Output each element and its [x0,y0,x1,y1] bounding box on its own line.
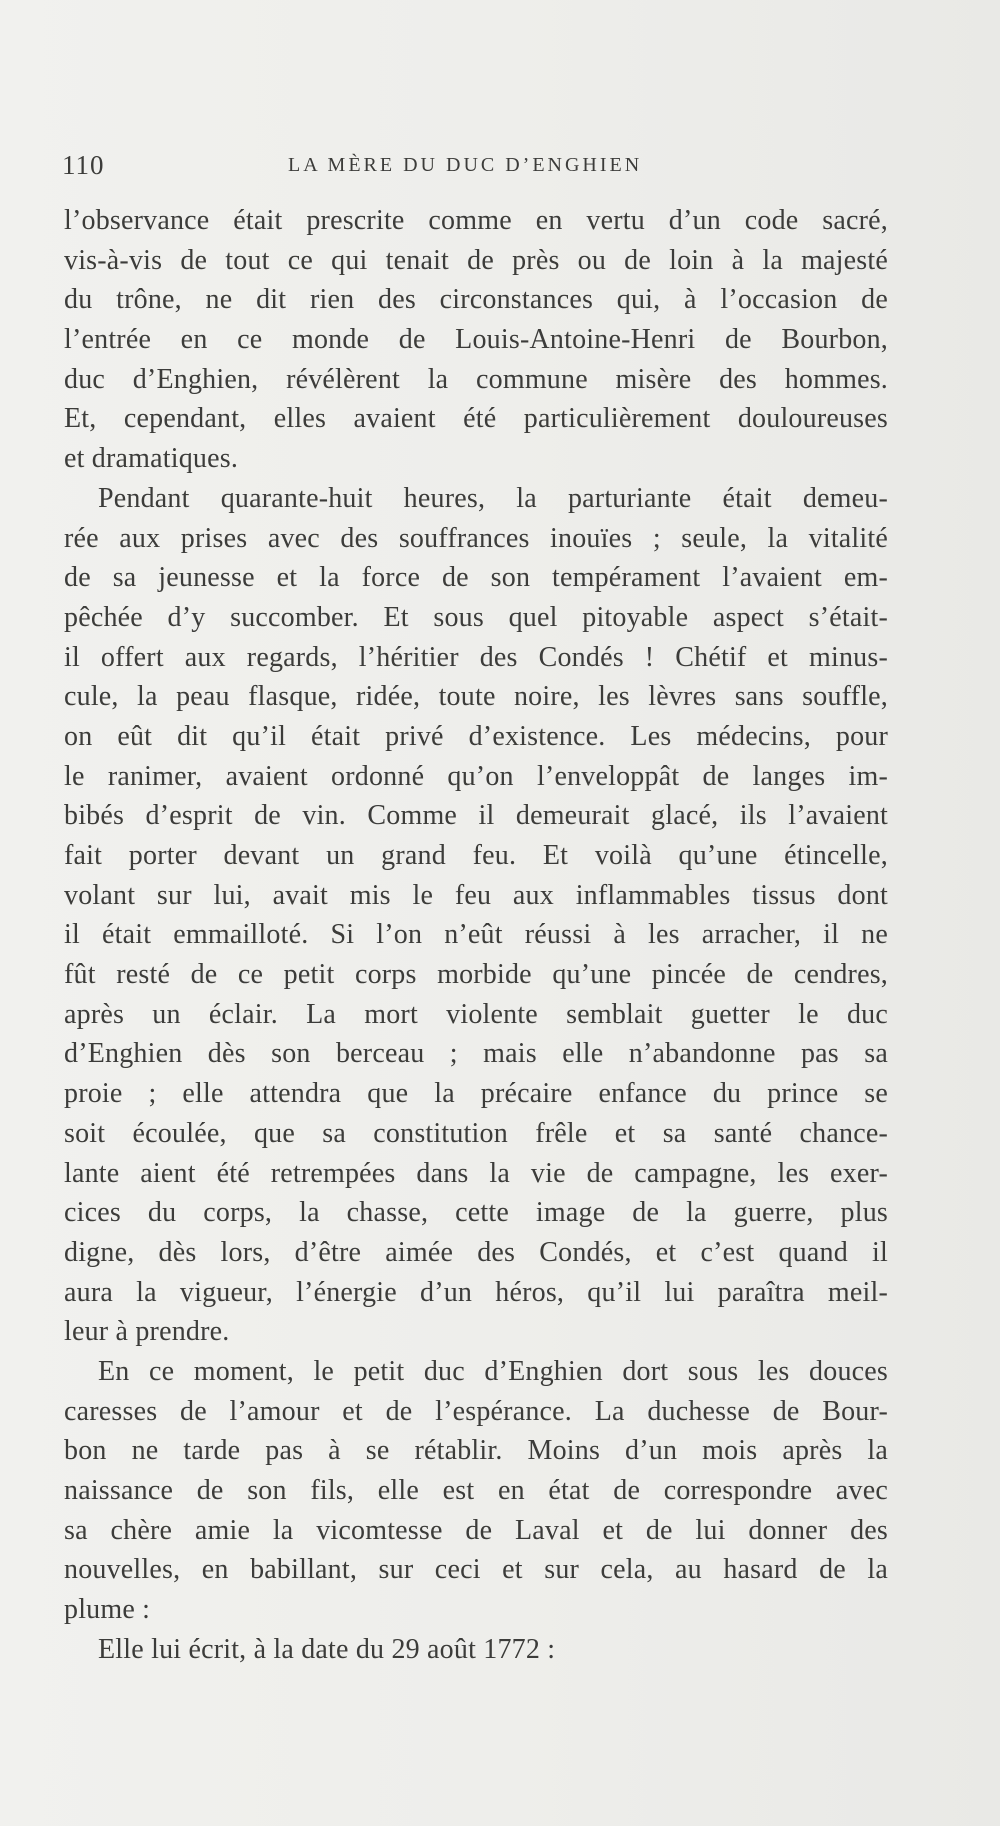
text-line: volant sur lui, avait mis le feu aux inflammables tissus dont [64,879,888,911]
text-line: pêchée d’y succomber. Et sous quel pitoyable aspect s’était- [64,601,888,633]
text-line: Et, cependant, elles avaient été particulièrement douloureuses [64,403,888,435]
text-line: de sa jeunesse et la force de son tempérament l’avaient em- [64,562,888,594]
text-line: et dramatiques. [64,443,239,475]
text-line: l’observance était prescrite comme en vertu d’un code sacré, [64,205,888,236]
text-line: cices du corps, la chasse, cette image de la guerre, plus [64,1197,888,1229]
text-line: il était emmailloté. Si l’on n’eût réussi à les arracher, il ne [64,919,888,951]
text-line: cule, la peau flasque, ridée, toute noire, les lèvres sans souffle, [64,681,888,713]
text-line: proie ; elle attendra que la précaire enfance du prince se [64,1078,888,1110]
text-line: fait porter devant un grand feu. Et voilà qu’une étincelle, [64,840,888,871]
text-line: digne, dès lors, d’être aimée des Condés, et c’est quand il [64,1236,888,1268]
text-line: fût resté de ce petit corps morbide qu’une pincée de cendres, [64,959,888,991]
text-line: caresses de l’amour et de l’espérance. La duchesse de Bour- [64,1395,888,1427]
text-line: on eût dit qu’il était privé d’existence. Les médecins, pour [64,720,888,752]
running-head [62,150,898,186]
text-line: duc d’Enghien, révélèrent la commune misère des hommes. [64,363,888,395]
body-text [64,201,888,1669]
page-number: 110 [62,150,105,180]
text-line: aura la vigueur, l’énergie d’un héros, qu’il lui paraîtra meil- [64,1276,888,1308]
text-line: Pendant quarante-huit heures, la parturiante était demeu- [98,482,888,514]
text-line: bon ne tarde pas à se rétablir. Moins d’un mois après la [64,1435,888,1467]
text-line: sa chère amie la vicomtesse de Laval et de lui donner des [64,1514,888,1546]
text-line: Elle lui écrit, à la date du 29 août 1772 : [98,1633,556,1665]
text-line: du trône, ne dit rien des circonstances qui, à l’occasion de [64,284,888,316]
running-title: LA MÈRE DU DUC D’ENGHIEN [288,154,643,176]
text-line: rée aux prises avec des souffrances inouïes ; seule, la vitalité [64,522,888,554]
text-line: En ce moment, le petit duc d’Enghien dort sous les douces [98,1355,888,1387]
text-line: leur à prendre. [64,1316,230,1348]
text-line: il offert aux regards, l’héritier des Condés ! Chétif et minus- [64,641,888,673]
text-line: d’Enghien dès son berceau ; mais elle n’abandonne pas sa [64,1038,888,1070]
text-line: nouvelles, en babillant, sur ceci et sur cela, au hasard de la [64,1554,888,1586]
text-line: soit écoulée, que sa constitution frêle et sa santé chance- [64,1117,888,1149]
text-line: lante aient été retrempées dans la vie de campagne, les exer- [64,1157,888,1189]
text-line: naissance de son fils, elle est en état de correspondre avec [64,1475,888,1506]
text-line: le ranimer, avaient ordonné qu’on l’enveloppât de langes im- [64,760,888,792]
text-line: après un éclair. La mort violente semblait guetter le duc [64,998,888,1030]
text-line: l’entrée en ce monde de Louis-Antoine-Henri de Bourbon, [64,324,888,356]
text-line: vis-à-vis de tout ce qui tenait de près ou de loin à la majesté [64,244,888,276]
text-line: plume : [64,1594,151,1626]
text-line: bibés d’esprit de vin. Comme il demeurait glacé, ils l’avaient [64,800,888,832]
